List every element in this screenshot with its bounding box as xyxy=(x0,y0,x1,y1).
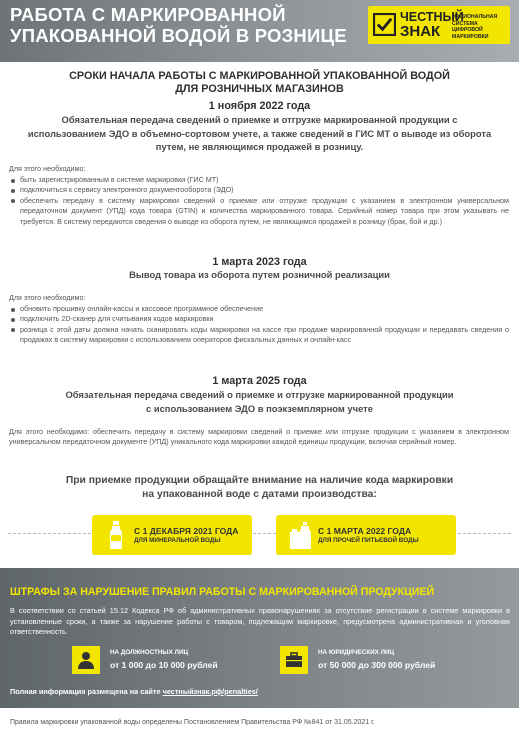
list-item: розница с этой даты должна начать сканировать коды маркировки на кассе при продаже маркированной продукции и передавать сведения о продажах в систему маркировки с использованием операторов фискальных данных и онлайн-касс xyxy=(9,325,509,346)
logo-check-icon xyxy=(373,13,396,36)
page-title: РАБОТА С МАРКИРОВАННОЙ УПАКОВАННОЙ ВОДОЙ В РОЗНИЦЕ xyxy=(10,4,347,46)
stage1-list xyxy=(9,175,509,227)
chestny-znak-logo xyxy=(368,6,510,44)
list-item: обеспечить передачу в систему маркировки сведений о приемке или отгрузке продукции с указанием в электронном универсальном передаточном документ (УПД) кода товара (GTIN) и количества маркированного товара. Серийный номер товара при этом указывать не требуется. В систему передаются сведения о выводе из оборота путем, не являющимся продажей в розницу (брак, бой и др.) xyxy=(9,196,509,227)
intro-heading: СРОКИ НАЧАЛА РАБОТЫ С МАРКИРОВАННОЙ УПАКОВАННОЙ ВОДОЙ ДЛЯ РОЗНИЧНЫХ МАГАЗИНОВ xyxy=(69,70,450,95)
stage2-subtitle: Вывод товара из оборота путем розничной реализации xyxy=(129,269,390,280)
logo-brand: ЧЕСТНЫЙ ЗНАК xyxy=(400,10,464,40)
date-box-mineral: С 1 ДЕКАБРЯ 2021 ГОДА ДЛЯ МИНЕРАЛЬНОЙ ВОДЫ xyxy=(92,515,252,555)
stage1-date: 1 ноября 2022 года xyxy=(208,100,311,112)
bottles-icon xyxy=(288,520,312,550)
stage2-list xyxy=(9,304,509,346)
stage2-needed: Для этого необходимо: xyxy=(9,293,86,302)
fines-title: ШТРАФЫ ЗА НАРУШЕНИЕ ПРАВИЛ РАБОТЫ С МАРКИРОВАННОЙ ПРОДУКЦИЕЙ xyxy=(10,586,435,598)
fines-section: ШТРАФЫ ЗА НАРУШЕНИЕ ПРАВИЛ РАБОТЫ С МАРКИРОВАННОЙ ПРОДУКЦИЕЙ В соответствии со статьей 15.12 Кодекса РФ об административных правонарушениях за отсутствие регистрации в системе маркировки в установленные сроки, а также за нарушение работы с товаром, подлежащим маркировке, предусмотрена административная и уголовная ответственность. НА ДОЛЖНОСТНЫХ ЛИЦ от 1 000 до 10 000 рублей НА ЮРИДИЧЕСКИХ ЛИЦ от 50 000 до 300 000 рублей Полная информация размещена на сайте честныйзнак.рф/penalties/ xyxy=(0,568,519,708)
list-item: подключиться к сервису электронного документооборота (ЭДО) xyxy=(9,185,509,195)
bottle-icon xyxy=(104,520,128,550)
footer-note: Правила маркировки упакованной воды определены Постановлением Правительства РФ №841 от 31.05.2021 г. xyxy=(10,719,375,726)
briefcase-icon xyxy=(284,650,304,670)
stage3-text: Для этого необходимо: обеспечить передачу в систему маркировки сведений о приемке или отгрузке продукции с указанием в электронном универсальном передаточном документе (УПД) уникального кода маркировки каждой единицы продукции, включая серийный номер. xyxy=(9,427,509,447)
date-box-drinking: С 1 МАРТА 2022 ГОДА ДЛЯ ПРОЧЕЙ ПИТЬЕВОЙ ВОДЫ xyxy=(276,515,456,555)
penalties-link[interactable]: честныйзнак.рф/penalties/ xyxy=(162,687,258,696)
list-item: подключить 2D-сканер для считывания кодов маркировки xyxy=(9,314,509,324)
attention-text: При приемке продукции обращайте внимание на наличие кода маркировки на упакованной воде с датами производства: xyxy=(65,475,454,500)
more-info: Полная информация размещена на сайте честныйзнак.рф/penalties/ xyxy=(10,687,258,696)
list-item: быть зарегистрированным в системе маркировки (ГИС МТ) xyxy=(9,175,509,185)
stage3-date: 1 марта 2025 года xyxy=(212,375,307,387)
person-icon xyxy=(76,650,96,670)
stage1-subtitle: Обязательная передача сведений о приемке и отгрузке маркированной продукции с использованием ЭДО в объемно-сортовом учете, а также сведений в ГИС МТ о выводе из оборота путем, не являющимся продажей в розницу. xyxy=(27,114,492,152)
stage1-needed: Для этого необходимо: xyxy=(9,164,86,173)
stage3-subtitle: Обязательная передача сведений о приемке и отгрузке маркированной продукции с использованием ЭДО в поэкземплярном учете xyxy=(65,389,454,414)
header-banner xyxy=(0,0,519,62)
list-item: обновить прошивку онлайн-кассы и кассовое программное обеспечение xyxy=(9,304,509,314)
logo-tagline: НАЦИОНАЛЬНАЯ СИСТЕМА ЦИФРОВОЙ МАРКИРОВКИ xyxy=(452,14,498,40)
stage2-date: 1 марта 2023 года xyxy=(212,256,307,268)
fines-paragraph: В соответствии со статьей 15.12 Кодекса РФ об административных правонарушениях за отсутствие регистрации в системе маркировки в установленные сроки, а также за нарушение работы с товаром, подлежащим маркировке, предусмотрена административная и уголовная ответственность. xyxy=(10,606,510,637)
